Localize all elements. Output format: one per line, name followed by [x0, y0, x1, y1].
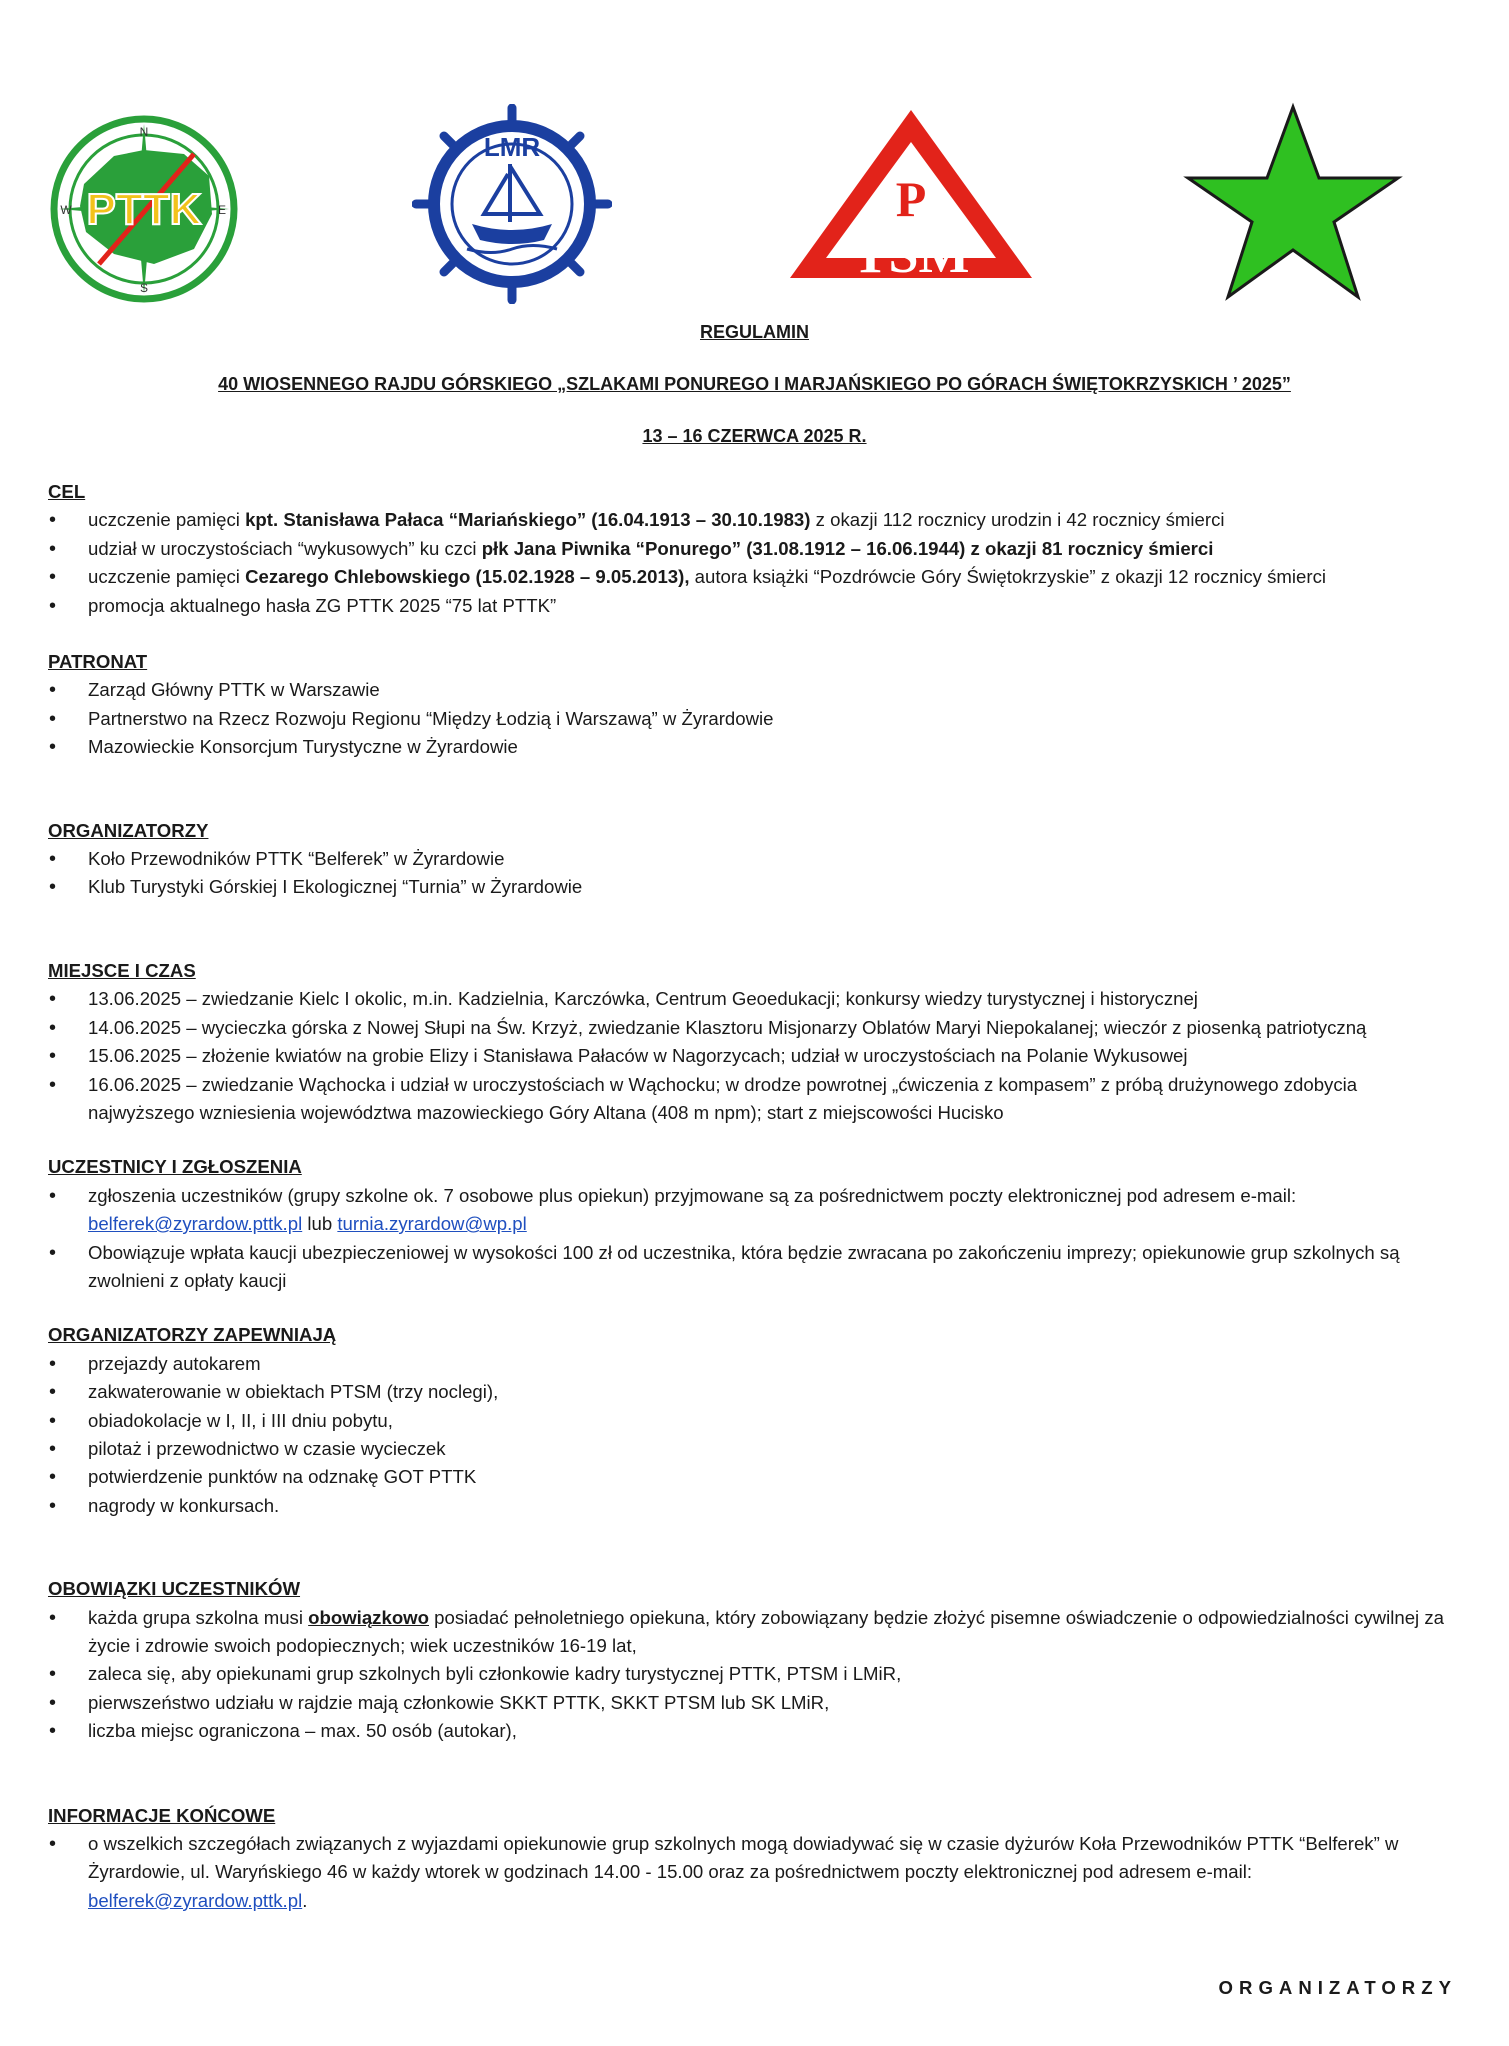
list-item: • Klub Turystyki Górskiej I Ekologicznej “Turnia” w Żyrardowie — [48, 873, 1468, 901]
pttk-logo — [44, 114, 244, 304]
lmr-logo-text: LMR — [483, 132, 541, 162]
list-item: • przejazdy autokarem — [48, 1350, 1468, 1378]
list-item: • pierwszeństwo udziału w rajdzie mają członkowie SKKT PTTK, SKKT PTSM lub SK LMiR, — [48, 1689, 1468, 1717]
section-patronat — [48, 648, 1468, 762]
section-heading: INFORMACJE KOŃCOWE — [48, 1804, 276, 1826]
tsm-logo — [786, 106, 1036, 282]
list-item: • pilotaż i przewodnictwo w czasie wycieczek — [48, 1435, 1468, 1463]
section-organizatorzy — [48, 817, 1468, 902]
email-link-belferek[interactable]: belferek@zyrardow.pttk.pl — [88, 1889, 303, 1911]
lmr-logo — [412, 104, 612, 304]
document-title: REGULAMIN — [700, 322, 809, 342]
section-miejsce-i-czas — [48, 957, 1468, 1127]
list-item: • obiadokolacje w I, II, i III dniu pobytu, — [48, 1407, 1468, 1435]
list-item: • o wszelkich szczegółach związanych z wyjazdami opiekunowie grup szkolnych mogą dowiadywać się w czasie dyżurów Koła Przewodników PTTK “Belferek” w Żyrardowie, ul. Waryńskiego 46 w każdy wtorek w godzinach 14.00 - 15.00 oraz za pośrednictwem poczty elektronicznej pod adresem e-mail: belferek@zyrardow.pttk.pl. — [48, 1830, 1468, 1915]
email-link-belferek[interactable]: belferek@zyrardow.pttk.pl — [88, 1213, 303, 1235]
list-item: • Zarząd Główny PTTK w Warszawie — [48, 676, 1468, 704]
section-heading: ORGANIZATORZY — [48, 819, 209, 841]
list-item: • uczczenie pamięci Cezarego Chlebowskiego (15.02.1928 – 9.05.2013), autora książki “Pozdrówcie Góry Świętokrzyskie” z okazji 12 rocznicy śmierci — [48, 563, 1468, 591]
svg-text:S: S — [139, 281, 149, 295]
svg-text:E: E — [217, 203, 227, 217]
section-heading: PATRONAT — [48, 651, 148, 673]
list-item: • 16.06.2025 – zwiedzanie Wąchocka i udział w uroczystościach w Wąchocku; w drodze powrotnej „ćwiczenia z kompasem” z próbą drużynowego zdobycia najwyższego wzniesienia województwa mazowieckiego Góry Altana (408 m npm); start z miejscowości Hucisko — [48, 1071, 1468, 1128]
section-heading: ORGANIZATORZY ZAPEWNIAJĄ — [48, 1324, 337, 1346]
list-item: • 15.06.2025 – złożenie kwiatów na grobie Elizy i Stanisława Pałaców w Nagorzycach; udział w uroczystościach na Polanie Wykusowej — [48, 1042, 1468, 1070]
list-item: • promocja aktualnego hasła ZG PTTK 2025 “75 lat PTTK” — [48, 592, 1468, 620]
section-zapewniaja — [48, 1321, 1468, 1520]
svg-text:W: W — [60, 203, 72, 217]
list-item: • zaleca się, aby opiekunami grup szkolnych byli członkowie kadry turystycznej PTTK, PTSM i LMiR, — [48, 1660, 1468, 1688]
section-heading: MIEJSCE I CZAS — [48, 959, 196, 981]
logo-row — [0, 100, 1509, 310]
list-item: • Mazowieckie Konsorcjum Turystyczne w Żyrardowie — [48, 733, 1468, 761]
section-heading: OBOWIĄZKI UCZESTNIKÓW — [48, 1578, 301, 1600]
list-item: • 14.06.2025 – wycieczka górska z Nowej Słupi na Św. Krzyż, zwiedzanie Klasztoru Misjonarzy Oblatów Maryi Niepokalanej; wieczór z piosenką patriotyczną — [48, 1014, 1468, 1042]
list-item: • udział w uroczystościach “wykusowych” ku czci płk Jana Piwnika “Ponurego” (31.08.1912 – 16.06.1944) z okazji 81 rocznicy śmierci — [48, 535, 1468, 563]
tsm-logo-top: P — [895, 171, 927, 227]
section-heading: CEL — [48, 481, 86, 502]
list-item: • uczczenie pamięci kpt. Stanisława Pałaca “Mariańskiego” (16.04.1913 – 30.10.1983) z okazji 112 rocznicy urodzin i 42 rocznicy śmierci — [48, 506, 1468, 534]
green-star-logo — [1178, 102, 1408, 302]
list-item: • potwierdzenie punktów na odznakę GOT PTTK — [48, 1463, 1468, 1491]
document-body — [48, 478, 1468, 1915]
list-item: • nagrody w konkursach. — [48, 1492, 1468, 1520]
list-item: • zakwaterowanie w obiektach PTSM (trzy noclegi), — [48, 1378, 1468, 1406]
list-item: • zgłoszenia uczestników (grupy szkolne ok. 7 osobowe plus opiekun) przyjmowane są za pośrednictwem poczty elektronicznej pod adresem e-mail: belferek@zyrardow.pttk.pl lub turnia.zyrardow@wp.pl — [48, 1182, 1468, 1239]
list-item: • Koło Przewodników PTTK “Belferek” w Żyrardowie — [48, 845, 1468, 873]
email-link-turnia[interactable]: turnia.zyrardow@wp.pl — [337, 1213, 527, 1235]
document-dates: 13 – 16 CZERWCA 2025 R. — [642, 426, 867, 446]
list-item: • 13.06.2025 – zwiedzanie Kielc I okolic, m.in. Kadzielnia, Karczówka, Centrum Geoedukacji; konkursy wiedzy turystycznej i historycznej — [48, 985, 1468, 1013]
list-item: • Obowiązuje wpłata kaucji ubezpieczeniowej w wysokości 100 zł od uczestnika, która będzie zwracana po zakończeniu imprezy; opiekunowie grup szkolnych są zwolnieni z opłaty kaucji — [48, 1239, 1468, 1296]
section-uczestnicy — [48, 1153, 1468, 1295]
document-subtitle: 40 WIOSENNEGO RAJDU GÓRSKIEGO „SZLAKAMI PONUREGO I MARJAŃSKIEGO PO GÓRACH ŚWIĘTOKRZYSKICH ’ 2025” — [218, 374, 1291, 394]
svg-text:N: N — [139, 125, 149, 139]
section-obowiazki — [48, 1575, 1468, 1745]
section-heading: UCZESTNICY I ZGŁOSZENIA — [48, 1156, 302, 1178]
list-item: • Partnerstwo na Rzecz Rozwoju Regionu “Między Łodzią i Warszawą” w Żyrardowie — [48, 705, 1468, 733]
pttk-logo-text: PTTK — [86, 185, 202, 234]
signature: ORGANIZATORZY — [1218, 1977, 1457, 1998]
list-item: • każda grupa szkolna musi obowiązkowo posiadać pełnoletniego opiekuna, który zobowiązany będzie złożyć pisemne oświadczenie o odpowiedzialności cywilnej za życie i zdrowie swoich podopiecznych; wiek uczestników 16-19 lat, — [48, 1604, 1468, 1661]
tsm-logo-bottom: TSM — [852, 224, 970, 282]
section-cel — [48, 478, 1468, 620]
section-informacje — [48, 1802, 1468, 1916]
list-item: • liczba miejsc ograniczona – max. 50 osób (autokar), — [48, 1717, 1468, 1745]
